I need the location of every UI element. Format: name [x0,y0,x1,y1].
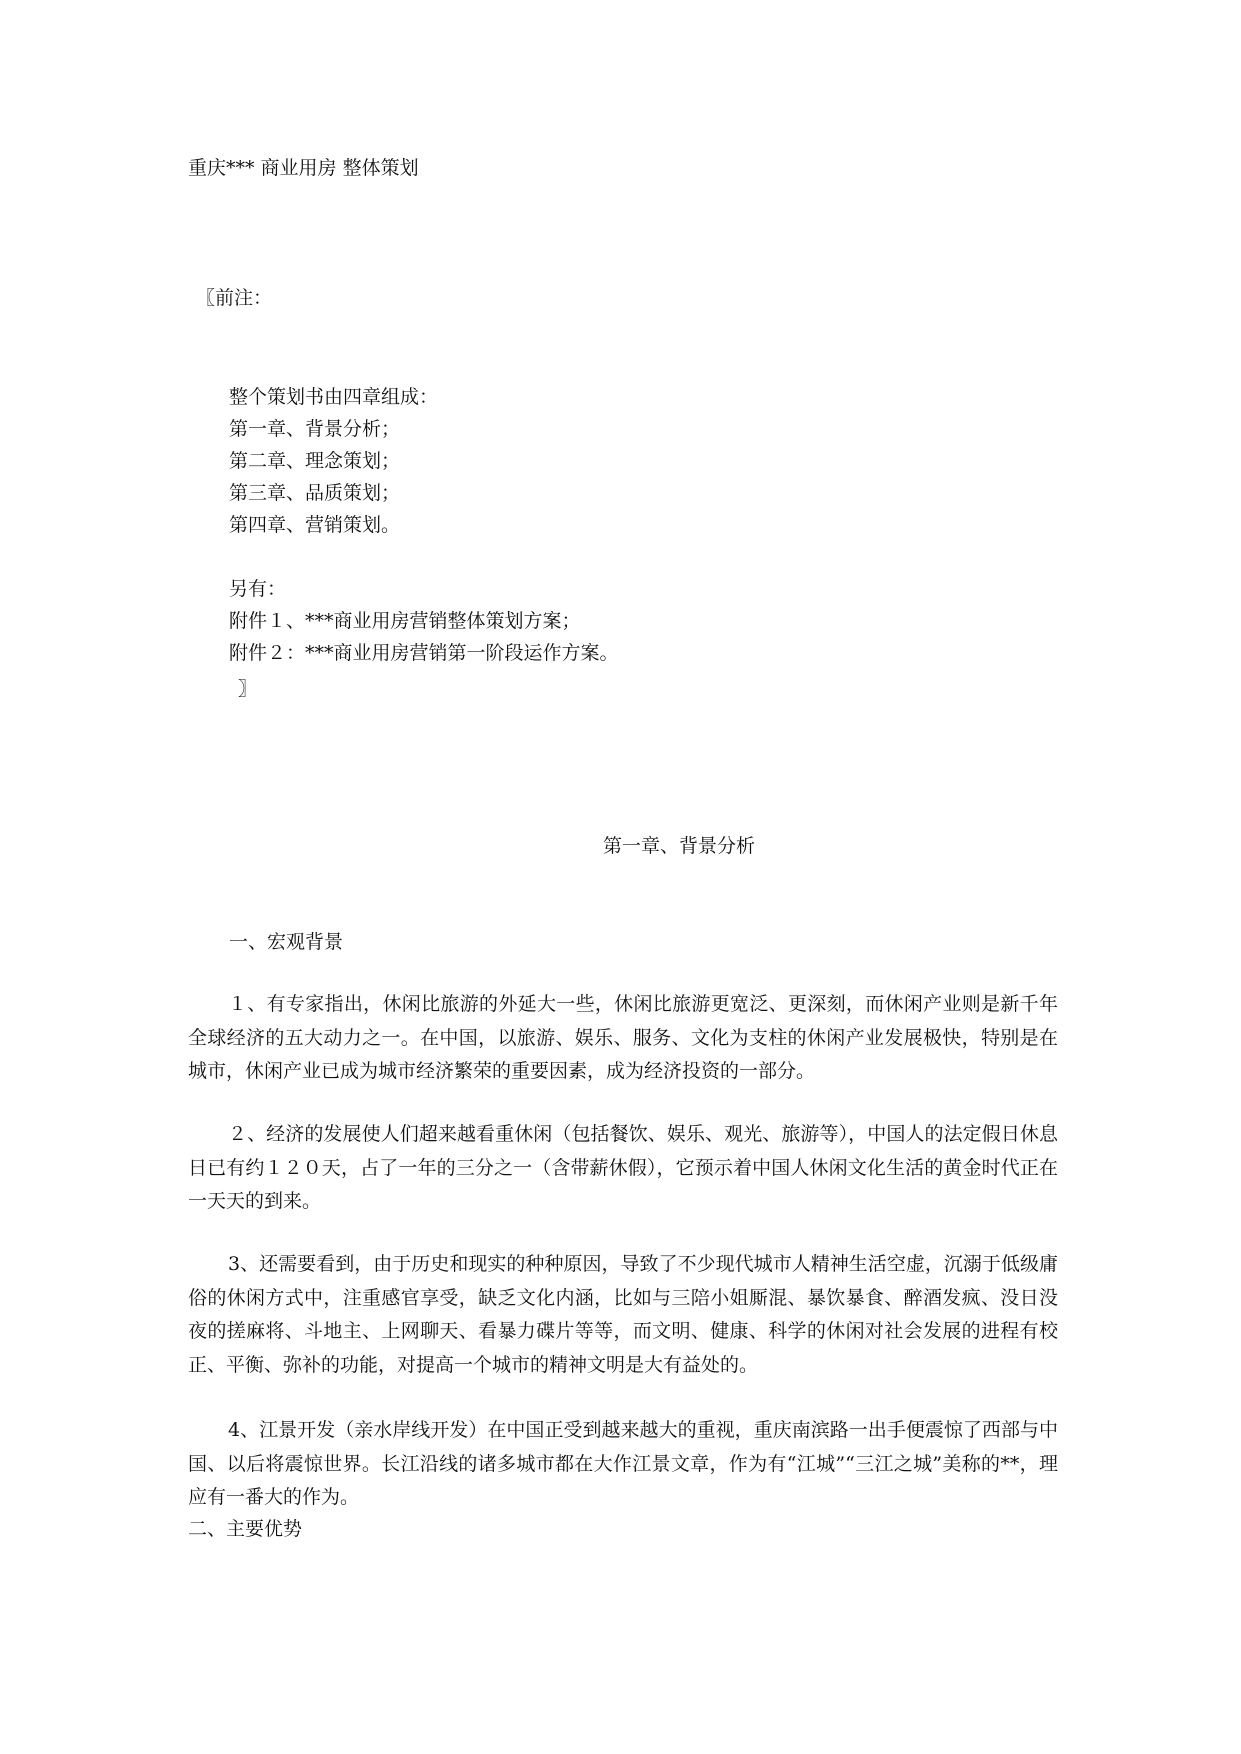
chapter-title: 第一章、背景分析 [603,835,756,857]
table-of-contents [229,381,619,669]
toc-chapter-1: 第一章、背景分析； [229,418,401,440]
paragraph-2: ２、经济的发展使人们超来越看重休闲（包括餐饮、娱乐、观光、旅游等），中国人的法定假日休息日已有约１２０天，占了一年的三分之一（含带薪休假），它预示着中国人休闲文化生活的黄金时代正在一天天的到来。 [188,1123,1058,1212]
section-heading-main-advantages: 二、主要优势 [188,1518,303,1540]
toc-chapter-3: 第三章、品质策划； [229,482,401,504]
toc-also-label: 另有： [229,578,287,600]
paragraph-4: 4、江景开发（亲水岸线开发）在中国正受到越来越大的重视，重庆南滨路一出手便震惊了西部与中国、以后将震惊世界。长江沿线的诸多城市都在大作江景文章，作为有“江城”“三江之城”美称的**，理应有一番大的作为。 [188,1419,1058,1508]
paragraph-1: １、有专家指出，休闲比旅游的外延大一些，休闲比旅游更宽泛、更深刻，而休闲产业则是新千年全球经济的五大动力之一。在中国，以旅游、娱乐、服务、文化为支柱的休闲产业发展极快，特别是在城市，休闲产业已成为城市经济繁荣的重要因素，成为经济投资的一部分。 [188,993,1058,1082]
toc-chapter-4: 第四章、营销策划。 [229,514,401,536]
toc-attachment-2: 附件２：***商业用房营销第一阶段运作方案。 [229,642,619,664]
toc-spacer [229,541,619,573]
foreword-open: 〖前注： [196,287,273,309]
section-heading-macro-background: 一、宏观背景 [229,931,344,953]
toc-attachment-1: 附件１、***商业用房营销整体策划方案； [229,610,581,632]
document-title: 重庆*** 商业用房 整体策划 [188,157,419,179]
paragraph-3: 3、还需要看到，由于历史和现实的种种原因，导致了不少现代城市人精神生活空虚，沉溺于低级庸俗的休闲方式中，注重感官享受，缺乏文化内涵，比如与三陪小姐厮混、暴饮暴食、醉酒发疯、没日没夜的搓麻将、斗地主、上网聊天、看暴力碟片等等，而文明、健康、科学的休闲对社会发展的进程有校正、平衡、弥补的功能，对提高一个城市的精神文明是大有益处的。 [188,1253,1058,1376]
foreword-close: 〗 [238,678,258,700]
toc-intro: 整个策划书由四章组成： [229,386,439,408]
toc-chapter-2: 第二章、理念策划； [229,450,401,472]
